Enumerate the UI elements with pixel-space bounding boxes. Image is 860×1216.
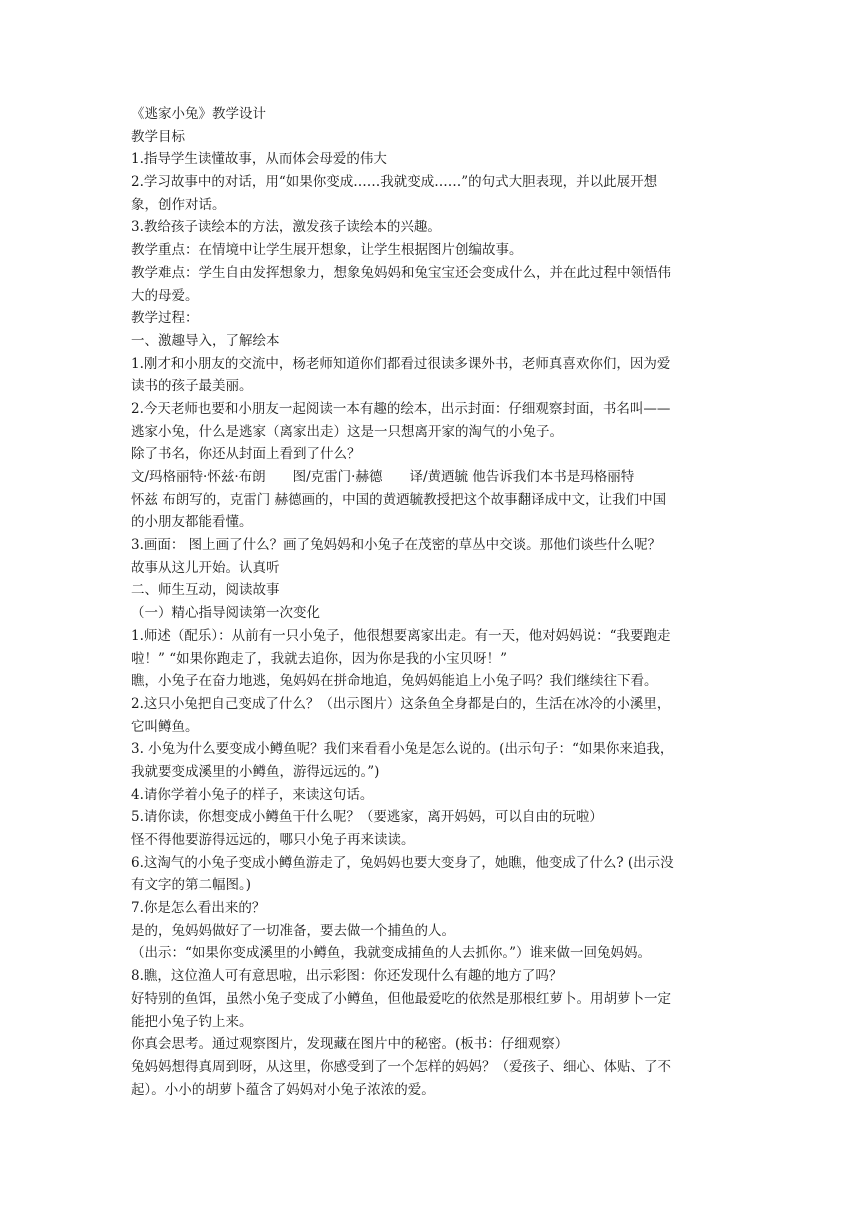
text-line: 有文字的第二幅图。) (131, 877, 252, 894)
text-line: 3.画面： 图上画了什么？画了兔妈妈和小兔子在茂密的草丛中交谈。那他们谈些什么呢？ (131, 537, 662, 554)
text-line: 教学过程： (131, 310, 199, 327)
text-line: 2.这只小兔把自己变成了什么？（出示图片）这条鱼全身都是白的，生活在冰冷的小溪里， (131, 695, 671, 712)
text-line: （一）精心指导阅读第一次变化 (131, 605, 320, 622)
text-line: 怪不得他要游得远远的，哪只小兔子再来读读。 (131, 832, 415, 848)
text-line: 啦！” “如果你跑走了，我就去追你，因为你是我的小宝贝呀！” (131, 650, 507, 667)
text-line: 3. 小兔为什么要变成小鳟鱼呢？我们来看看小兔是怎么说的。(出示句子：“如果你来追我， (131, 741, 674, 758)
text-line: （出示：“如果你变成溪里的小鳟鱼，我就变成捕鱼的人去抓你。”）谁来做一回兔妈妈。 (131, 945, 652, 962)
text-line: 能把小兔子钓上来。 (131, 1013, 253, 1030)
text-line: 象，创作对话。 (131, 196, 226, 213)
text-line: 瞧，小兔子在奋力地逃，兔妈妈在拼命地追，兔妈妈能追上小兔子吗？我们继续往下看。 (131, 673, 658, 690)
text-line: 的小朋友都能看懂。 (131, 514, 253, 531)
text-line: 文/玛格丽特·怀兹·布朗 图/克雷门·赫德 译/黄迺毓 他告诉我们本书是玛格丽特 (131, 469, 635, 485)
text-line: 6.这淘气的小兔子变成小鳟鱼游走了，兔妈妈也要大变身了，她瞧，他变成了什么? (出示没 (131, 854, 674, 871)
text-line: 逃家小兔，什么是逃家（离家出走）这是一只想离开家的淘气的小兔子。 (131, 423, 563, 440)
text-line: 它叫鳟鱼。 (131, 718, 199, 735)
text-line: 8.瞧，这位渔人可有意思啦，出示彩图：你还发现什么有趣的地方了吗？ (131, 968, 563, 985)
text-line: 除了书名，你还从封面上看到了什么？ (131, 446, 361, 463)
text-line: 故事从这儿开始。认真听 (131, 559, 280, 576)
text-line: 教学重点：在情境中让学生展开想象，让学生根据图片创编故事。 (131, 242, 523, 259)
text-line: 1.指导学生读懂故事，从而体会母爱的伟大 (131, 151, 387, 168)
text-line: 起）。小小的胡萝卜蕴含了妈妈对小兔子浓浓的爱。 (131, 1081, 435, 1098)
text-line: 我就要变成溪里的小鳟鱼，游得远远的。”) (131, 763, 380, 780)
text-line: 2.今天老师也要和小朋友一起阅读一本有趣的绘本，出示封面：仔细观察封面，书名叫—— (131, 400, 671, 417)
document-body (131, 103, 731, 1101)
text-line: 读书的孩子最美丽。 (131, 378, 253, 395)
text-line: 二、师生互动，阅读故事 (131, 582, 280, 599)
text-line: 怀兹 布朗写的，克雷门 赫德画的，中国的黄迺毓教授把这个故事翻译成中文，让我们中国 (131, 491, 667, 508)
text-line: 7.你是怎么看出来的？ (131, 900, 266, 917)
text-line: 2.学习故事中的对话，用“如果你变成……我就变成……”的句式大胆表现，并以此展开想 (131, 174, 658, 191)
text-line: 一、激趣导入，了解绘本 (131, 332, 280, 349)
text-line: 3.教给孩子读绘本的方法，激发孩子读绘本的兴趣。 (131, 219, 441, 236)
text-line: 教学难点：学生自由发挥想象力，想象兔妈妈和兔宝宝还会变成什么，并在此过程中领悟伟 (131, 264, 671, 281)
document-title: 《逃家小兔》教学设计 (131, 106, 266, 122)
text-line: 你真会思考。通过观察图片，发现藏在图片中的秘密。(板书：仔细观察） (131, 1036, 569, 1053)
text-line: 大的母爱。 (131, 287, 199, 304)
text-line: 5.请你读，你想变成小鳟鱼干什么呢？（要逃家，离开妈妈，可以自由的玩啦） (131, 809, 603, 826)
text-line: 1.师述（配乐）：从前有一只小兔子，他很想要离家出走。有一天，他对妈妈说：“我要跑走 (131, 627, 671, 644)
text-line: 4.请你学着小兔子的样子，来读这句话。 (131, 786, 374, 803)
text-line: 是的，兔妈妈做好了一切准备，要去做一个捕鱼的人。 (131, 922, 455, 939)
text-line: 教学目标 (131, 128, 185, 145)
text-line: 兔妈妈想得真周到呀，从这里，你感受到了一个怎样的妈妈？（爱孩子、细心、体贴、了不 (131, 1058, 671, 1075)
text-line: 好特别的鱼饵，虽然小兔子变成了小鳟鱼，但他最爱吃的依然是那根红萝卜。用胡萝卜一定 (131, 990, 671, 1007)
text-line: 1.刚才和小朋友的交流中，杨老师知道你们都看过很读多课外书，老师真喜欢你们，因为爱 (131, 355, 671, 372)
